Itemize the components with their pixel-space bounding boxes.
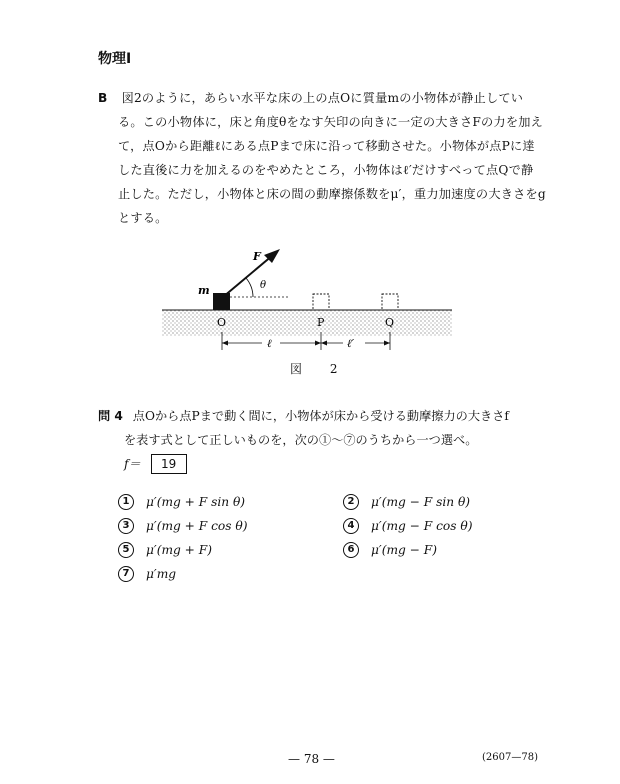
choice-number: 4 bbox=[343, 518, 359, 534]
page-number: — 78 — bbox=[288, 752, 335, 766]
choice-number: 5 bbox=[118, 542, 134, 558]
statement-line-6: とする。 bbox=[118, 211, 168, 225]
figure-caption: 図 2 bbox=[290, 362, 350, 376]
choice-4[interactable] bbox=[343, 518, 472, 534]
dashed-block-Q bbox=[382, 294, 398, 310]
section-label: B bbox=[98, 91, 108, 105]
statement-line-2: る。この小物体に，床と角度θをなす矢印の向きに一定の大きさFの力を加え bbox=[118, 115, 543, 129]
question-label: 問 4 bbox=[98, 409, 123, 423]
dim-lp-arrow-left bbox=[321, 341, 327, 346]
rough-floor bbox=[162, 310, 452, 336]
choice-formula: μ′(mg − F) bbox=[371, 543, 437, 557]
choice-formula: μ′(mg − F sin θ) bbox=[371, 495, 471, 509]
statement-line-5: 止した。ただし，小物体と床の間の動摩擦係数をμ′，重力加速度の大きさをg bbox=[118, 187, 546, 201]
choice-number: 2 bbox=[343, 494, 359, 510]
dim-lp-arrow-right bbox=[384, 341, 390, 346]
choice-5[interactable] bbox=[118, 542, 212, 558]
choice-2[interactable] bbox=[343, 494, 470, 510]
label-l: ℓ bbox=[267, 337, 272, 350]
statement-line-3: て，点Oから距離ℓにある点Pまで床に沿って移動させた。小物体が点Pに達 bbox=[118, 139, 535, 153]
question-line-1: 点Oから点Pまで動く間に，小物体が床から受ける動摩擦力の大きさf bbox=[132, 409, 509, 423]
choice-formula: μ′(mg + F) bbox=[146, 543, 212, 557]
dim-l-arrow-right bbox=[315, 341, 321, 346]
angle-arc bbox=[246, 278, 253, 297]
label-Q: Q bbox=[385, 316, 395, 329]
label-theta: θ bbox=[260, 280, 267, 291]
dashed-block-P bbox=[313, 294, 329, 310]
statement-line-4: した直後に力を加えるのをやめたところ，小物体はℓ′だけすべって点Qで静 bbox=[118, 163, 534, 177]
choice-number: 7 bbox=[118, 566, 134, 582]
choice-number: 3 bbox=[118, 518, 134, 534]
label-O: O bbox=[217, 316, 227, 329]
label-lp: ℓ′ bbox=[347, 337, 355, 350]
choice-formula: μ′(mg + F cos θ) bbox=[146, 519, 248, 533]
block-at-O bbox=[213, 293, 230, 310]
label-m: m bbox=[198, 284, 210, 297]
figure-2 bbox=[160, 240, 460, 355]
question-line-2: を表す式として正しいものを，次の①〜⑦のうちから一つ選べ。 bbox=[124, 433, 478, 447]
choice-7[interactable] bbox=[118, 566, 176, 582]
statement-line-1: 図2のように，あらい水平な床の上の点Oに質量mの小物体が静止してい bbox=[121, 91, 524, 105]
answer-box[interactable]: 19 bbox=[151, 454, 187, 474]
choice-3[interactable] bbox=[118, 518, 247, 534]
problem-statement bbox=[98, 86, 546, 230]
question-4 bbox=[98, 404, 558, 476]
subject-title: 物理Ⅰ bbox=[98, 51, 132, 67]
choice-formula: μ′mg bbox=[146, 567, 177, 581]
label-P: P bbox=[317, 316, 325, 329]
choice-formula: μ′(mg − F cos θ) bbox=[371, 519, 473, 533]
choice-number: 6 bbox=[343, 542, 359, 558]
choice-6[interactable] bbox=[343, 542, 437, 558]
choice-1[interactable] bbox=[118, 494, 245, 510]
choice-number: 1 bbox=[118, 494, 134, 510]
document-code: (2607—78) bbox=[482, 752, 538, 763]
dim-l-arrow-left bbox=[222, 341, 228, 346]
answer-prefix: f＝ bbox=[124, 457, 141, 471]
choice-formula: μ′(mg + F sin θ) bbox=[146, 495, 246, 509]
label-F: F bbox=[253, 250, 261, 263]
